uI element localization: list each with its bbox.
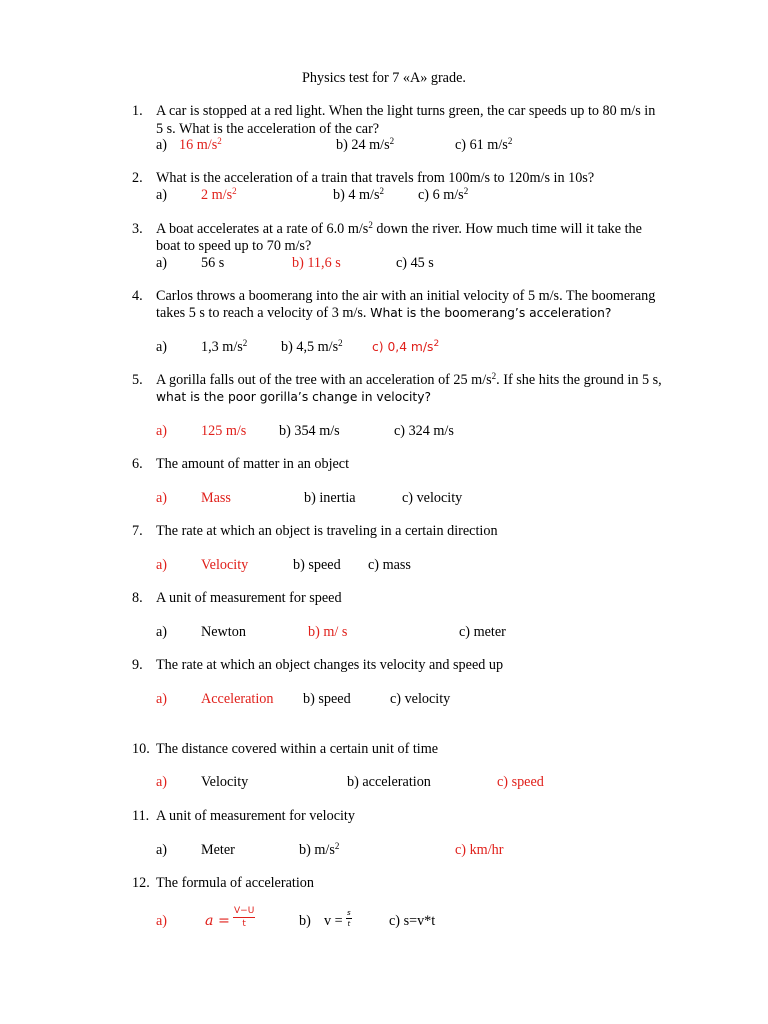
question-number: 5.: [132, 372, 143, 388]
question-text: 5 s. What is the acceleration of the car?: [156, 121, 380, 137]
question-number: 6.: [132, 456, 143, 472]
option-c: c) 324 m/s: [394, 423, 454, 439]
option-c-answer: c) km/hr: [455, 842, 504, 858]
option-a-label: a): [156, 557, 168, 573]
question-number: 10.: [132, 741, 150, 757]
option-a-answer: Mass: [201, 490, 231, 506]
option-a: Velocity: [201, 774, 249, 790]
question-number: 11.: [132, 808, 150, 824]
option-a: Meter: [201, 842, 235, 858]
option-b: b) 24 $m/s^2$: [336, 136, 395, 153]
option-b: b) inertia: [304, 490, 356, 506]
formula-lhs: a =: [205, 913, 230, 929]
option-b: b) speed: [303, 691, 351, 707]
option-c: c) mass: [368, 557, 411, 573]
question-text: boat to speed up to 70 m/s?: [156, 238, 312, 254]
option-c: c) velocity: [402, 490, 463, 506]
question-number: 9.: [132, 657, 143, 673]
option-b: b) 4 $m/s^2$: [333, 186, 385, 203]
option-a-label: a): [156, 774, 168, 790]
option-a-label: a): [156, 913, 168, 929]
option-a-label: a): [156, 490, 168, 506]
option-a-label: a): [156, 137, 168, 153]
question-number: 7.: [132, 523, 143, 539]
option-c-answer: c) 0,4 $m/s^2$: [372, 339, 440, 354]
question-text: takes 5 s to reach a velocity of 3 m/s. What is the boomerang’s acceleration?: [156, 305, 612, 321]
question-number: 1.: [132, 103, 143, 119]
option-a-label: a): [156, 255, 168, 271]
formula-fraction: $\frac{s}{t}$: [347, 909, 351, 928]
question-text: A unit of measurement for velocity: [156, 808, 355, 824]
option-a-label: a): [156, 624, 168, 640]
option-a: Newton: [201, 624, 246, 640]
formula-lhs: v =: [324, 913, 343, 929]
question-text: What is the acceleration of a train that travels from 100m/s to 120m/s in 10s?: [156, 170, 595, 186]
option-a: 1,3 $m/s^2$: [201, 338, 248, 355]
option-a-label: a): [156, 842, 168, 858]
question-number: 8.: [132, 590, 143, 606]
option-b-answer: b) m/ s: [308, 624, 348, 640]
option-c: c) 45 s: [396, 255, 434, 271]
option-b: b) speed: [293, 557, 341, 573]
question-text: A car is stopped at a red light. When the light turns green, the car speeds up to 80 m/s in: [156, 103, 656, 119]
question-text: The amount of matter in an object: [156, 456, 350, 472]
option-a-label: a): [156, 339, 168, 355]
option-c: c) 61 $m/s^2$: [455, 136, 513, 153]
question-text: A unit of measurement for speed: [156, 590, 342, 606]
question-number: 4.: [132, 288, 143, 304]
option-a-label: a): [156, 187, 168, 203]
option-a-answer: 125 m/s: [201, 423, 247, 439]
question-text: what is the poor gorilla’s change in velocity?: [156, 390, 432, 404]
option-a-label: a): [156, 691, 168, 707]
question-text: The distance covered within a certain unit of time: [156, 741, 439, 757]
option-c: c) s=v*t: [389, 913, 436, 929]
option-c: c) meter: [459, 624, 506, 640]
option-b: b) acceleration: [347, 774, 431, 790]
formula-fraction: $\frac{V-U}{t}$: [234, 906, 255, 929]
question-text: A boat accelerates at a rate of 6.0 $m/s^2$ down the river. How much time will it take the: [156, 220, 642, 237]
option-b-label: b): [299, 913, 311, 929]
option-b: b) 4,5 $m/s^2$: [281, 338, 343, 355]
option-a-answer: 2 $m/s^2$: [201, 186, 237, 203]
option-c: c) 6 $m/s^2$: [418, 186, 469, 203]
page-title: Physics test for 7 «A» grade.: [302, 70, 466, 86]
question-number: 12.: [132, 875, 150, 891]
question-text: The rate at which an object changes its velocity and speed up: [156, 657, 504, 673]
option-a-answer: Acceleration: [201, 691, 274, 707]
question-number: 3.: [132, 221, 143, 237]
option-b: b) $m/s^2$: [299, 841, 340, 858]
option-b: b) 354 m/s: [279, 423, 340, 439]
option-a-answer: 16 $m/s^2$: [179, 136, 222, 153]
question-text: Carlos throws a boomerang into the air with an initial velocity of 5 m/s. The boomerang: [156, 288, 656, 304]
question-text: The formula of acceleration: [156, 875, 314, 891]
option-a-label: a): [156, 423, 168, 439]
question-text: The rate at which an object is traveling in a certain direction: [156, 523, 498, 539]
question-text: A gorilla falls out of the tree with an acceleration of 25 $m/s^2$. If she hits the ground in 5 s,: [156, 371, 662, 388]
option-a: 56 s: [201, 255, 225, 271]
option-c: c) velocity: [390, 691, 451, 707]
option-c-answer: c) speed: [497, 774, 544, 790]
option-a-answer: Velocity: [201, 557, 249, 573]
question-number: 2.: [132, 170, 143, 186]
option-b-answer: b) 11,6 s: [292, 255, 341, 271]
